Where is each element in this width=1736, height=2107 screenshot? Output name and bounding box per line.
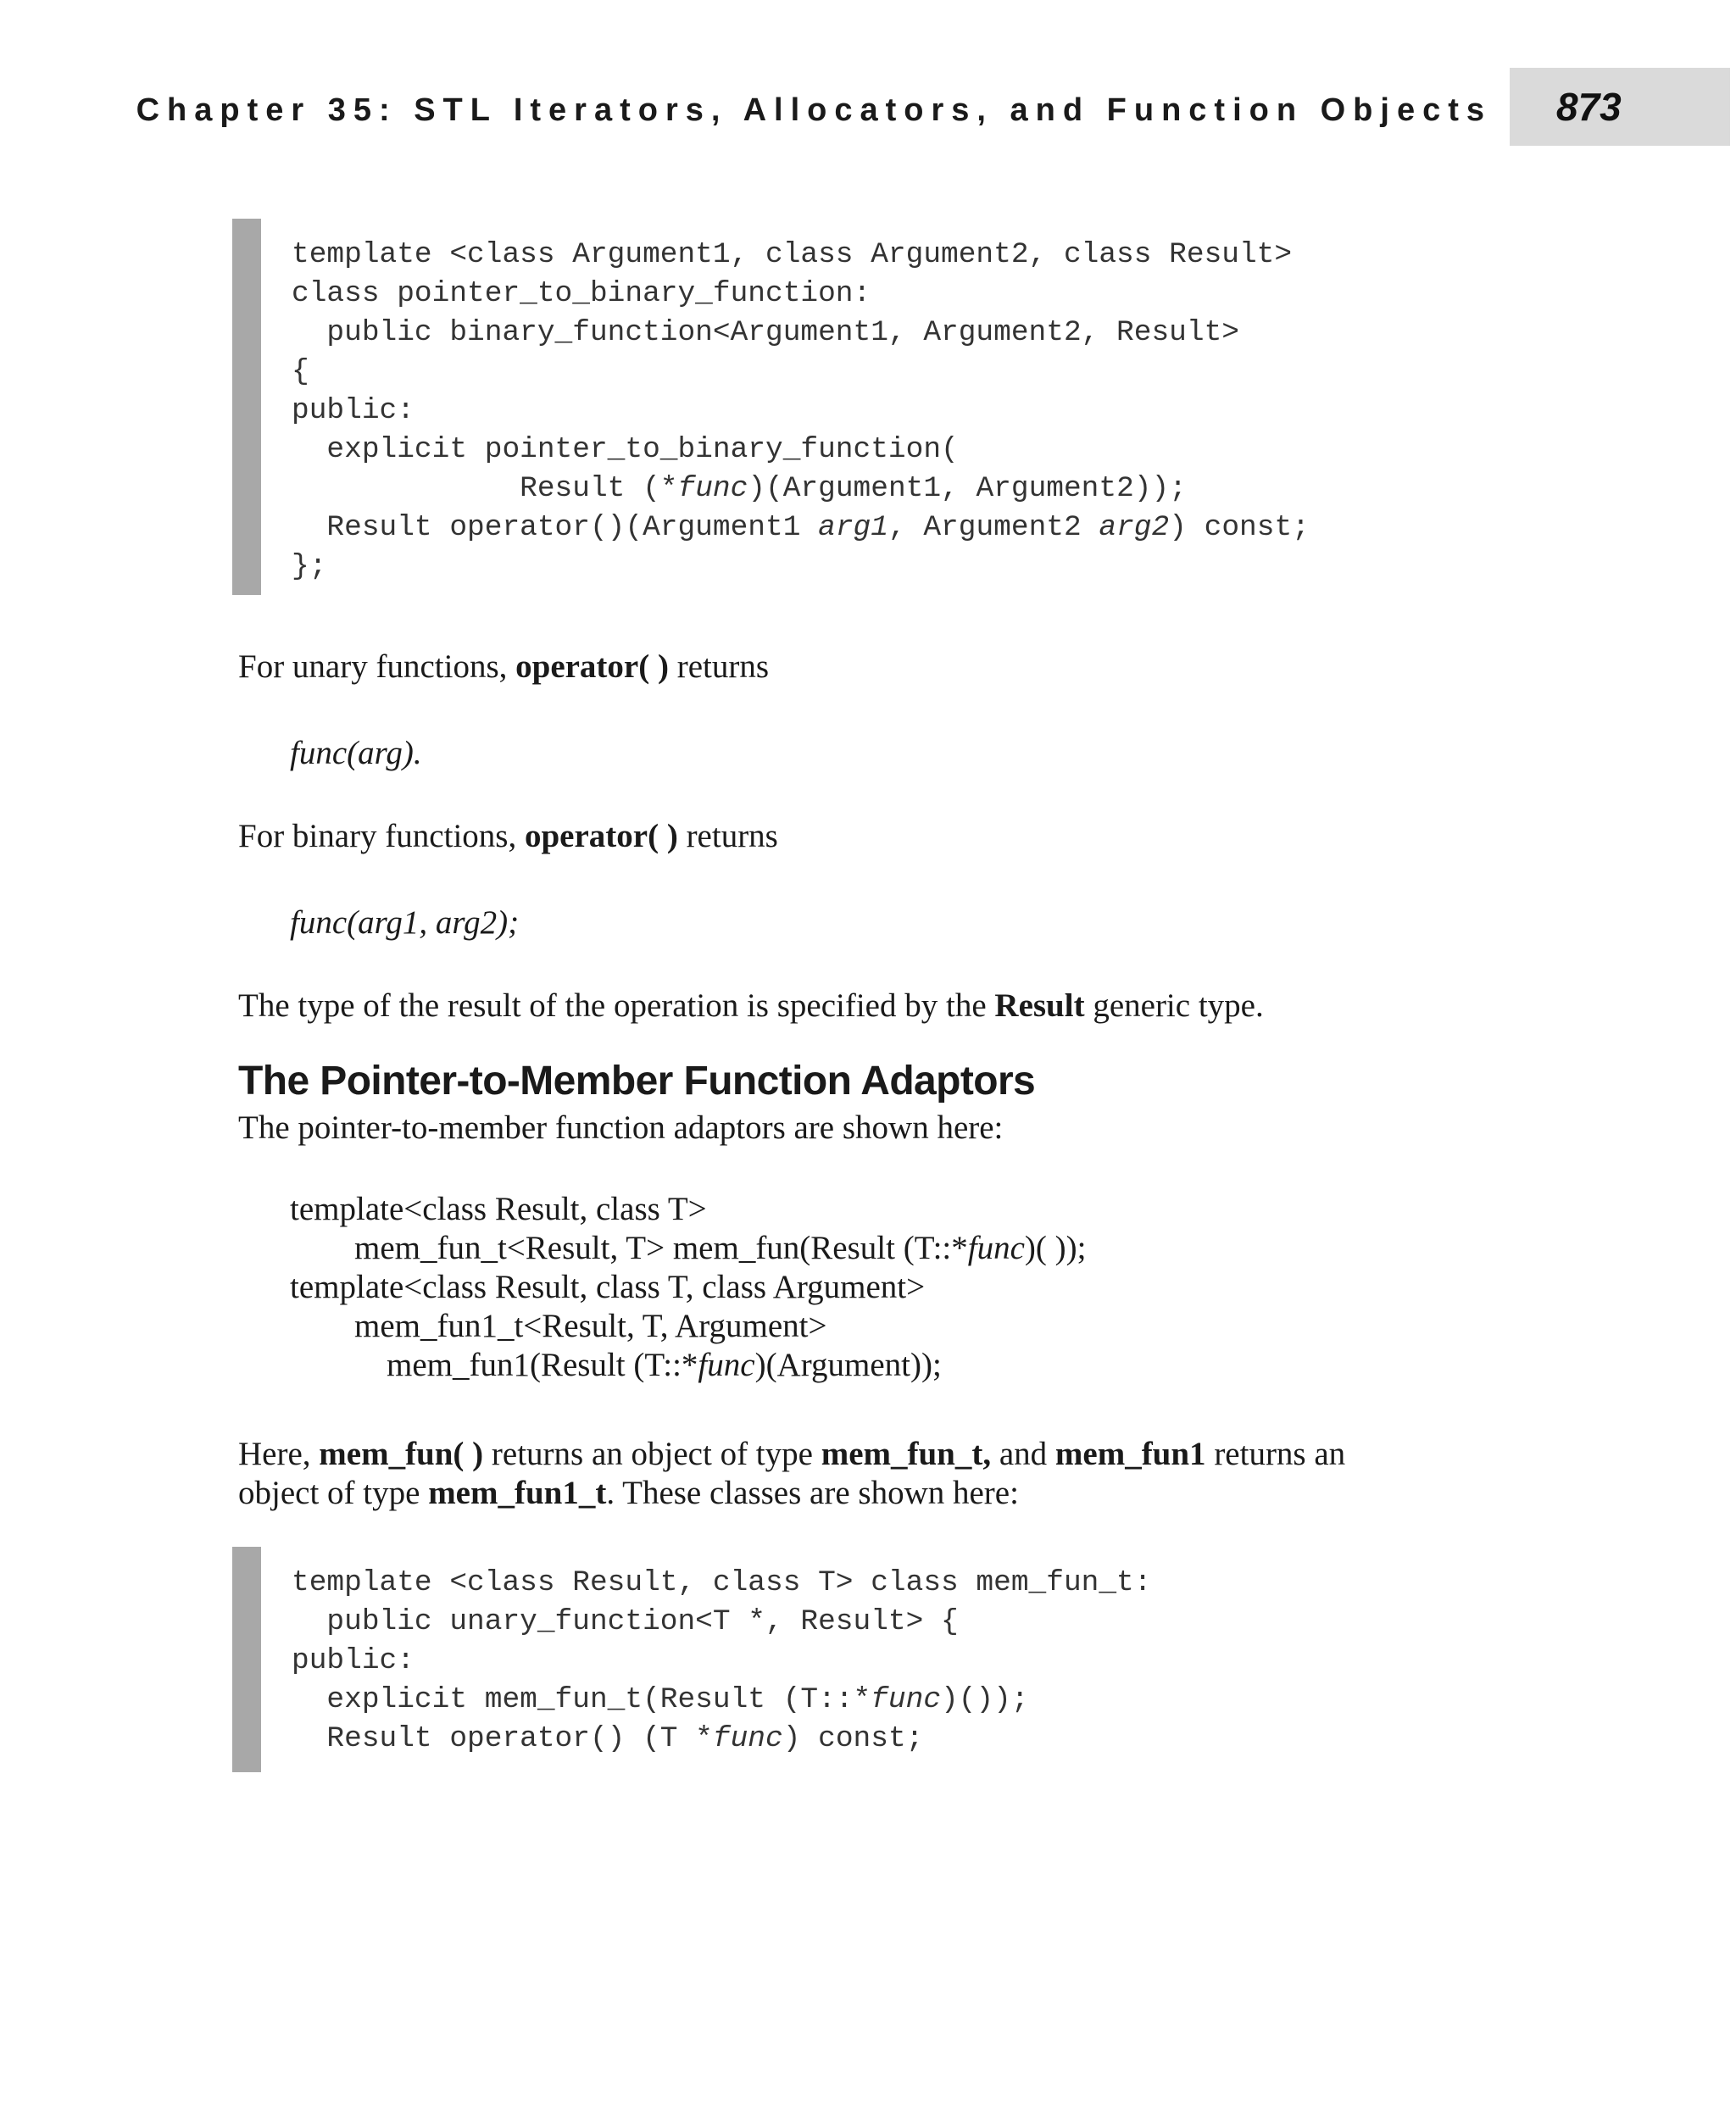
paragraph-mem-fun [238, 1435, 1345, 1513]
prototype-line: mem_fun1(Result (T::*func)(Argument)); [387, 1347, 942, 1383]
paragraph-text: returns an object of type [483, 1436, 821, 1472]
paragraph-text: returns an [1205, 1436, 1346, 1472]
section-heading: The Pointer-to-Member Function Adaptors [238, 1059, 1036, 1104]
code-line: public unary_function<T *, Result> { [292, 1605, 959, 1638]
prototype-line: mem_fun_t<Result, T> mem_fun(Result (T::*func)( )); [354, 1230, 1087, 1266]
code-line: template <class Argument1, class Argument2, class Result> [292, 238, 1293, 271]
code-lines [292, 236, 1310, 587]
paragraph-text: generic type. [1084, 987, 1264, 1024]
operator-keyword: operator( ) [524, 818, 678, 854]
paragraph-text: and [991, 1436, 1055, 1472]
prototype-listing [0, 1190, 1736, 1385]
code-line: public: [292, 394, 415, 427]
paragraph-text: For binary functions, [238, 818, 525, 854]
code-line: class pointer_to_binary_function: [292, 277, 871, 310]
code-lines [292, 1564, 1151, 1759]
result-keyword: Result [994, 987, 1085, 1024]
paragraph-text: The type of the result of the operation is specified by the [238, 987, 995, 1024]
code-line: { [292, 355, 309, 388]
page-number-tab [1510, 68, 1730, 146]
paragraph-binary [238, 817, 778, 856]
code-line: template <class Result, class T> class mem_fun_t: [292, 1566, 1152, 1599]
paragraph-text: For unary functions, [238, 648, 516, 685]
prototype-line: mem_fun1_t<Result, T, Argument> [354, 1308, 827, 1344]
paragraph-result-type [238, 987, 1264, 1026]
code-line: }; [292, 550, 327, 583]
paragraph-unary [238, 648, 769, 687]
code-block-bar [232, 219, 261, 595]
mem-fun-keyword: mem_fun( ) [319, 1436, 484, 1472]
page-number: 873 [1556, 85, 1622, 129]
paragraph-intro: The pointer-to-member function adaptors are shown here: [238, 1109, 1004, 1146]
paragraph-text: returns [677, 818, 778, 854]
paragraph-text: object of type [238, 1475, 429, 1511]
formula-binary: func(arg1, arg2); [290, 904, 520, 941]
code-line: explicit mem_fun_t(Result (T::*func)()); [292, 1683, 1029, 1716]
mem-fun-t-keyword: mem_fun_t, [821, 1436, 992, 1472]
formula-unary: func(arg). [290, 735, 422, 771]
operator-keyword: operator( ) [515, 648, 669, 685]
mem-fun1-t-keyword: mem_fun1_t [428, 1475, 607, 1511]
code-line: Result (*func)(Argument1, Argument2)); [292, 472, 1187, 505]
paragraph-text: . These classes are shown here: [606, 1475, 1019, 1511]
code-line: Result operator()(Argument1 arg1, Argument2 arg2) const; [292, 511, 1310, 544]
running-head: Chapter 35: STL Iterators, Allocators, and Function Objects [136, 92, 1492, 128]
prototype-line: template<class Result, class T, class Argument> [290, 1269, 926, 1305]
code-block-bar [232, 1547, 261, 1772]
mem-fun1-keyword: mem_fun1 [1054, 1436, 1206, 1472]
code-line: Result operator() (T *func) const; [292, 1722, 924, 1755]
paragraph-text: Here, [238, 1436, 320, 1472]
code-line: public binary_function<Argument1, Argument2, Result> [292, 316, 1239, 349]
paragraph-text: returns [668, 648, 770, 685]
code-line: explicit pointer_to_binary_function( [292, 433, 959, 466]
prototype-line: template<class Result, class T> [290, 1191, 707, 1227]
code-line: public: [292, 1644, 415, 1677]
